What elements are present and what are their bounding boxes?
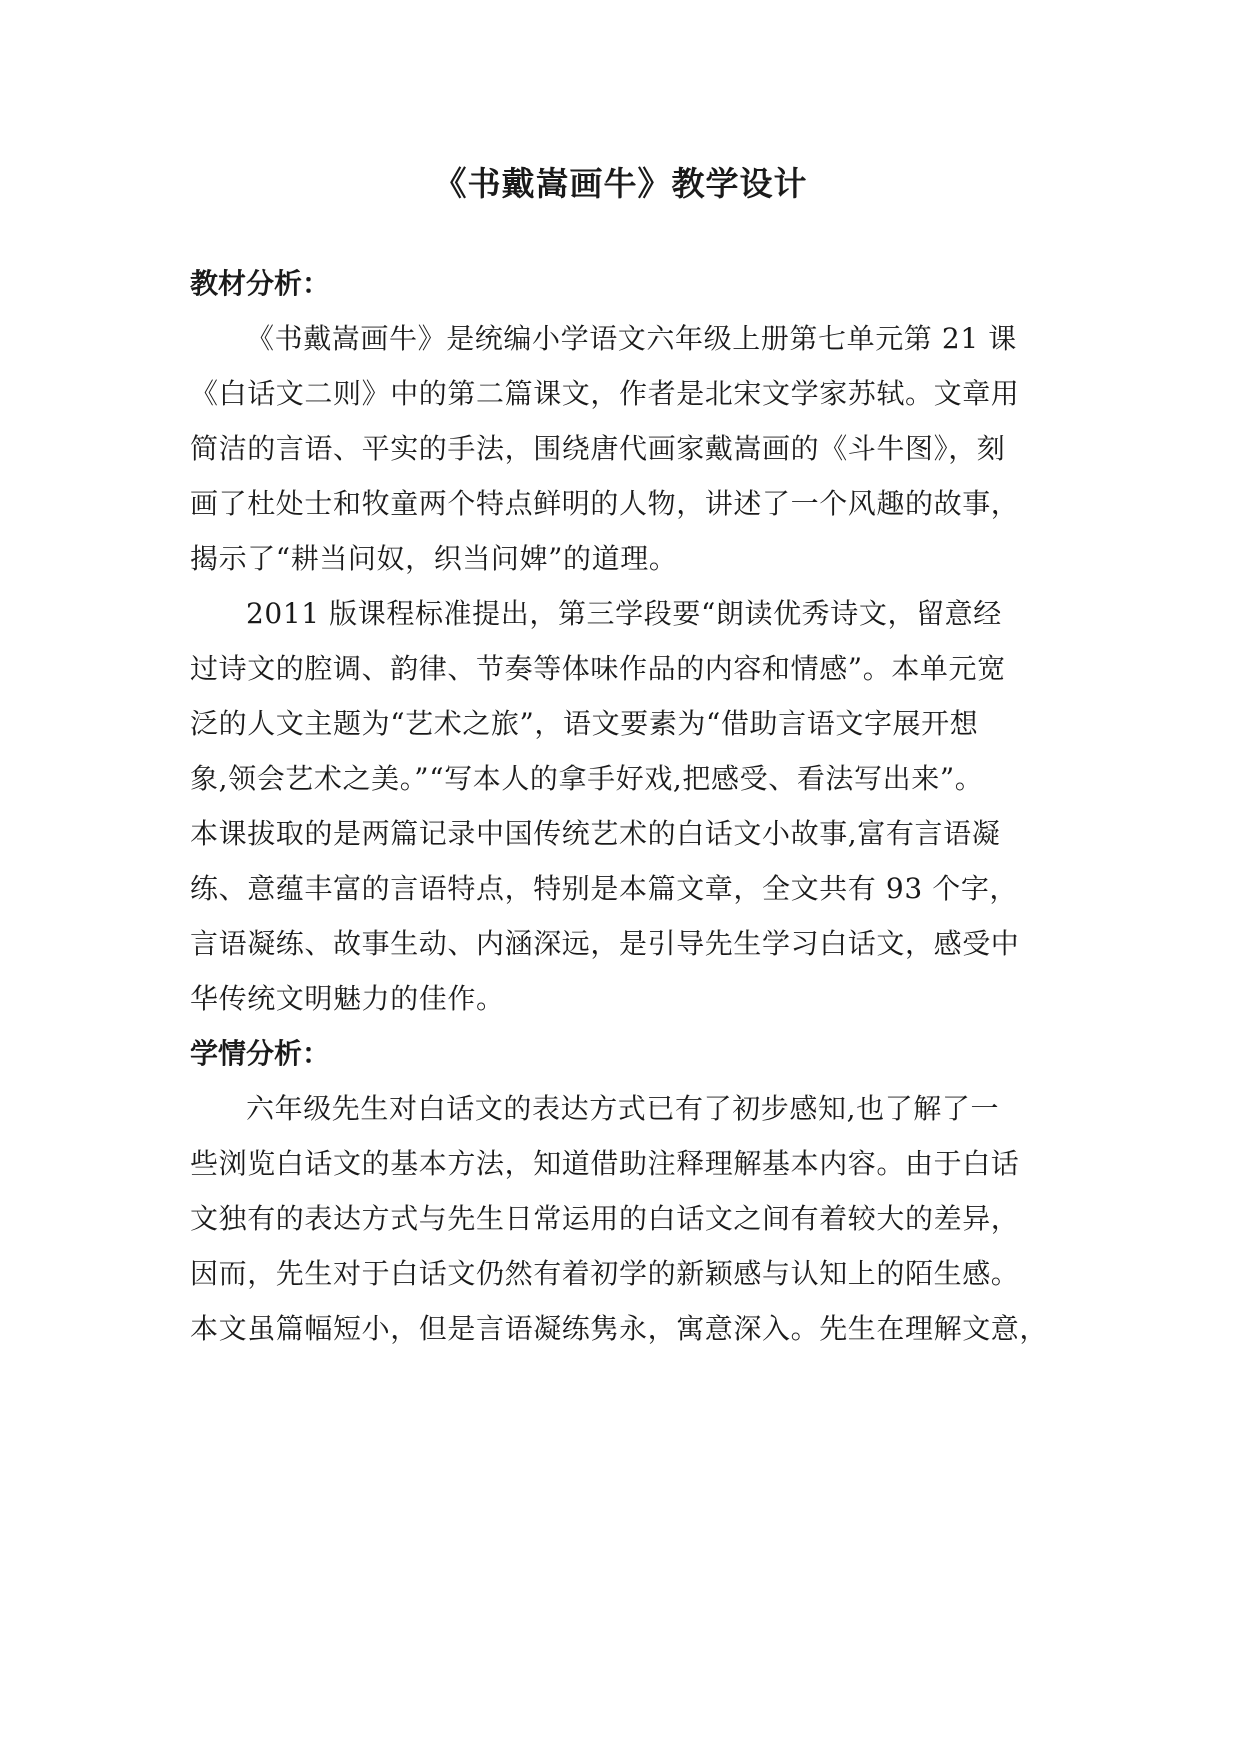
paragraph-line: 六年级先生对白话文的表达方式已有了初步感知,也了解了一: [246, 1092, 1000, 1125]
paragraph-line: 练、意蕴丰富的言语特点，特别是本篇文章，全文共有 93 个字，: [190, 872, 1019, 905]
section-heading-textbook-analysis: 教材分析：: [190, 267, 331, 300]
paragraph-line: 2011 版课程标准提出，第三学段要“朗读优秀诗文，留意经: [246, 597, 1002, 630]
paragraph-line: 《书戴嵩画牛》是统编小学语文六年级上册第七单元第 21 课: [246, 322, 1017, 355]
paragraph-line: 本文虽篇幅短小，但是言语凝练隽永，寓意深入。先生在理解文意，: [190, 1312, 1049, 1345]
paragraph-line: 些浏览白话文的基本方法，知道借助注释理解基本内容。由于白话: [190, 1147, 1020, 1180]
section-heading-student-analysis: 学情分析：: [190, 1037, 331, 1070]
paragraph-line: 象,领会艺术之美。”“写本人的拿手好戏,把感受、看法写出来”。: [190, 762, 984, 795]
paragraph-line: 泛的人文主题为“艺术之旅”，语文要素为“借助言语文字展开想: [190, 707, 979, 740]
paragraph-line: 文独有的表达方式与先生日常运用的白话文之间有着较大的差异，: [190, 1202, 1020, 1235]
paragraph-line: 画了杜处士和牧童两个特点鲜明的人物，讲述了一个风趣的故事，: [190, 487, 1020, 520]
paragraph-line: 言语凝练、故事生动、内涵深远，是引导先生学习白话文，感受中: [190, 927, 1020, 960]
paragraph-line: 简洁的言语、平实的手法，围绕唐代画家戴嵩画的《斗牛图》，刻: [190, 432, 1006, 465]
paragraph-line: 华传统文明魅力的佳作。: [190, 982, 505, 1015]
paragraph-line: 揭示了“耕当问奴，织当问婢”的道理。: [190, 542, 678, 575]
paragraph-line: 过诗文的腔调、韵律、节奏等体味作品的内容和情感”。本单元宽: [190, 652, 1006, 685]
document-title: 《书戴嵩画牛》教学设计: [433, 164, 808, 203]
paragraph-line: 本课拔取的是两篇记录中国传统艺术的白话文小故事,富有言语凝: [190, 817, 1001, 850]
paragraph-line: 因而，先生对于白话文仍然有着初学的新颖感与认知上的陌生感。: [190, 1257, 1020, 1290]
paragraph-line: 《白话文二则》中的第二篇课文，作者是北宋文学家苏轼。文章用: [190, 377, 1020, 410]
